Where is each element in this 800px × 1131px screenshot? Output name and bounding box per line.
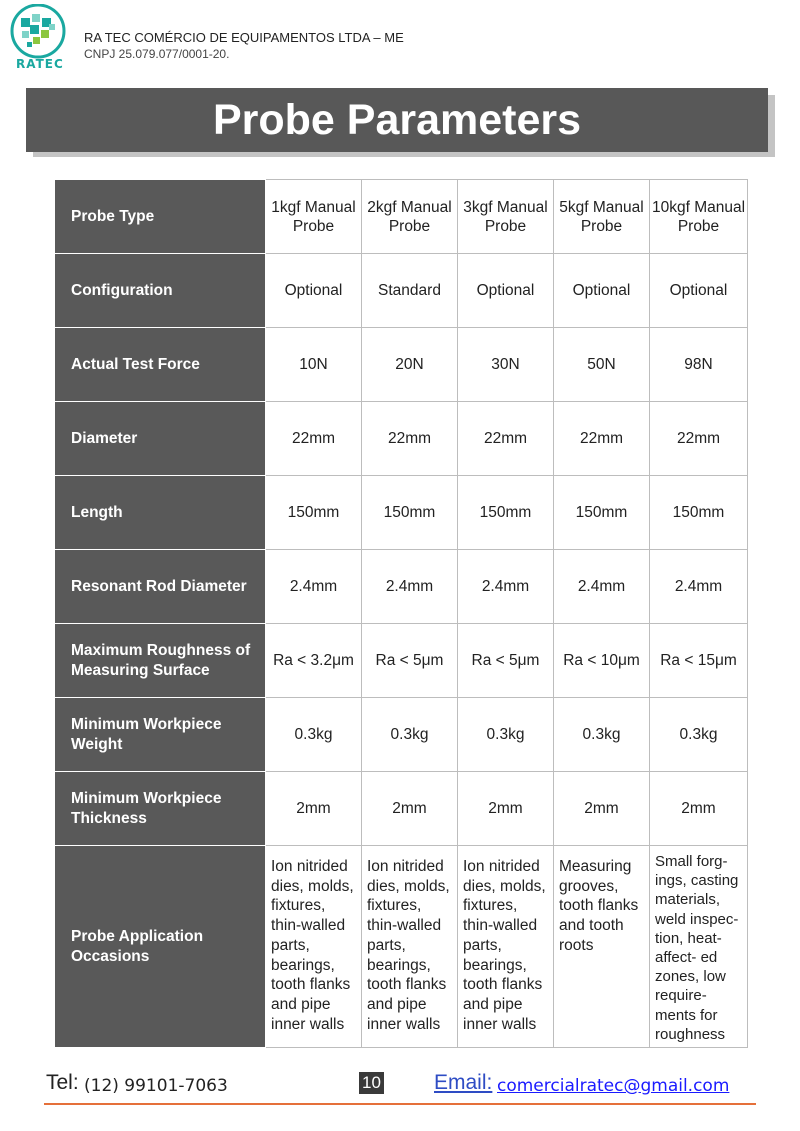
table-row-occasions <box>55 846 748 1048</box>
table-cell: 10N <box>266 328 362 402</box>
table-row <box>55 254 748 328</box>
table-cell: Small forg- ings, casting materials, weld inspec- tion, heat-affect- ed zones, low require- ments for roughness <box>650 846 748 1048</box>
table-cell: Optional <box>554 254 650 328</box>
table-cell: Standard <box>362 254 458 328</box>
table-row <box>55 328 748 402</box>
column-header: 5kgf Manual Probe <box>554 180 650 254</box>
tel-number[interactable]: (12) 99101-7063 <box>84 1076 228 1096</box>
row-label: Probe Type <box>55 180 266 254</box>
table-cell: 150mm <box>266 476 362 550</box>
company-name: RA TEC COMÉRCIO DE EQUIPAMENTOS LTDA – ME <box>84 30 404 45</box>
table-cell: 0.3kg <box>362 698 458 772</box>
row-label: Probe Application Occasions <box>55 846 266 1048</box>
company-cnpj: CNPJ 25.079.077/0001-20. <box>84 47 230 61</box>
row-label: Length <box>55 476 266 550</box>
table-cell: 22mm <box>362 402 458 476</box>
table-row <box>55 698 748 772</box>
table-cell: 2.4mm <box>266 550 362 624</box>
row-label: Diameter <box>55 402 266 476</box>
table-cell: 2mm <box>266 772 362 846</box>
table-cell: 2mm <box>458 772 554 846</box>
table-cell: 0.3kg <box>554 698 650 772</box>
table-cell: 2.4mm <box>458 550 554 624</box>
table-cell: Ra < 3.2μm <box>266 624 362 698</box>
tel-label: Tel: <box>46 1071 79 1094</box>
table-cell: 0.3kg <box>266 698 362 772</box>
table-row <box>55 772 748 846</box>
table-cell: 98N <box>650 328 748 402</box>
table-cell: 22mm <box>458 402 554 476</box>
table-cell: Optional <box>650 254 748 328</box>
table-cell: Optional <box>266 254 362 328</box>
table-cell: 30N <box>458 328 554 402</box>
table-cell: 50N <box>554 328 650 402</box>
row-label: Minimum Workpiece Weight <box>55 698 266 772</box>
table-cell: 2.4mm <box>362 550 458 624</box>
table-cell: Ra < 15μm <box>650 624 748 698</box>
row-label: Actual Test Force <box>55 328 266 402</box>
table-cell: Ra < 10μm <box>554 624 650 698</box>
row-label: Maximum Roughness of Measuring Surface <box>55 624 266 698</box>
table-cell: 22mm <box>554 402 650 476</box>
table-cell: Optional <box>458 254 554 328</box>
row-label: Configuration <box>55 254 266 328</box>
table-cell: 2mm <box>554 772 650 846</box>
table-cell: 150mm <box>650 476 748 550</box>
column-header: 3kgf Manual Probe <box>458 180 554 254</box>
table-cell: Ion nitrided dies, molds, fixtures, thin-walled parts, bearings, tooth flanks and pipe inner walls <box>266 846 362 1048</box>
table-row <box>55 550 748 624</box>
table-cell: 22mm <box>266 402 362 476</box>
column-header: 2kgf Manual Probe <box>362 180 458 254</box>
footer-divider <box>44 1103 756 1105</box>
table-cell: 150mm <box>458 476 554 550</box>
table-row <box>55 624 748 698</box>
table-cell: 0.3kg <box>650 698 748 772</box>
row-label: Minimum Workpiece Thickness <box>55 772 266 846</box>
page-title: Probe Parameters <box>26 88 768 152</box>
table-cell: 2mm <box>650 772 748 846</box>
email-label: Email: <box>434 1071 493 1094</box>
table-cell: 150mm <box>362 476 458 550</box>
table-cell: Measuring grooves, tooth flanks and tooth roots <box>554 846 650 1048</box>
table-cell: Ra < 5μm <box>362 624 458 698</box>
column-header: 1kgf Manual Probe <box>266 180 362 254</box>
table-cell: 20N <box>362 328 458 402</box>
table-cell: 2mm <box>362 772 458 846</box>
logo-text: RATEC <box>16 57 64 71</box>
table-cell: 150mm <box>554 476 650 550</box>
email-link[interactable]: comercialratec@gmail.com <box>497 1076 730 1096</box>
table-row <box>55 402 748 476</box>
probe-parameters-table <box>54 179 748 1048</box>
table-row <box>55 476 748 550</box>
table-cell: 22mm <box>650 402 748 476</box>
table-header-row <box>55 180 748 254</box>
page-number: 10 <box>359 1072 384 1094</box>
table-cell: Ra < 5μm <box>458 624 554 698</box>
column-header: 10kgf Manual Probe <box>650 180 748 254</box>
table-cell: Ion nitrided dies, molds, fixtures, thin-walled parts, bearings, tooth flanks and pipe inner walls <box>458 846 554 1048</box>
table-cell: Ion nitrided dies, molds, fixtures, thin-walled parts, bearings, tooth flanks and pipe inner walls <box>362 846 458 1048</box>
table-cell: 2.4mm <box>554 550 650 624</box>
table-cell: 0.3kg <box>458 698 554 772</box>
row-label: Resonant Rod Diameter <box>55 550 266 624</box>
table-cell: 2.4mm <box>650 550 748 624</box>
